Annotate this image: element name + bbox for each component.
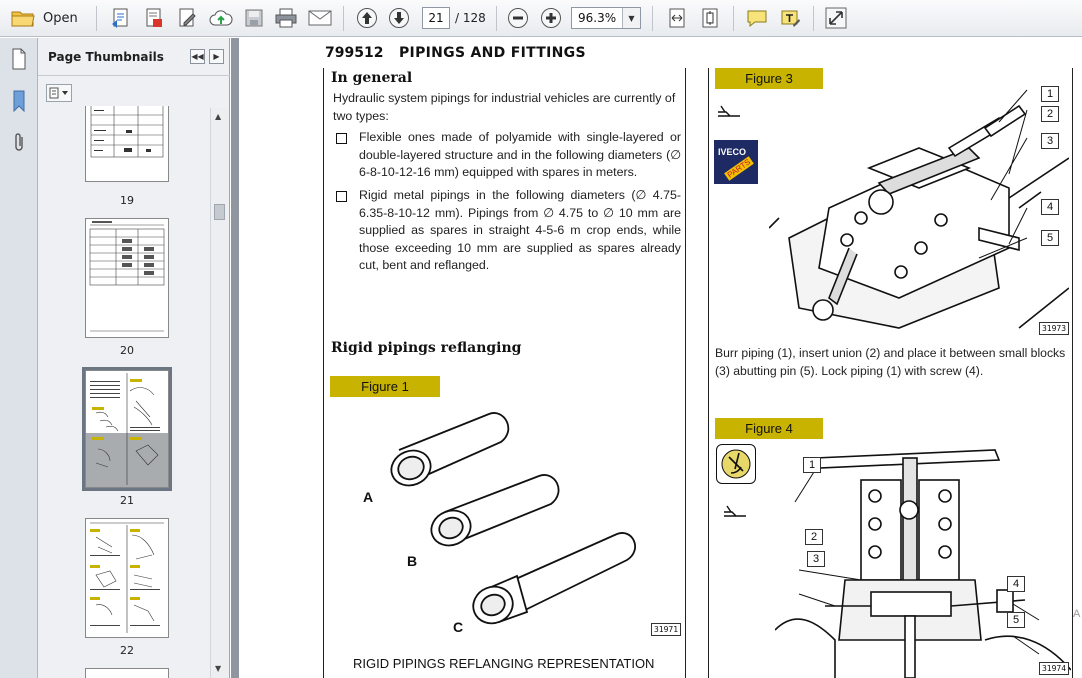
figure-3-callout-2: 2: [1041, 106, 1059, 122]
fit-width-icon[interactable]: [664, 5, 690, 31]
comment-bubble-icon[interactable]: [744, 5, 770, 31]
figure-1-label: Figure 1: [330, 376, 440, 397]
rigid-reflanging-heading: Rigid pipings reflanging: [331, 340, 522, 356]
bookmark-icon[interactable]: [6, 88, 32, 114]
highlight-text-icon[interactable]: [777, 5, 803, 31]
figure-1-caption: RIGID PIPINGS REFLANGING REPRESENTATION: [353, 656, 655, 671]
bullet-flexible-pipings: Flexible ones made of polyamide with single-layered or double-layered structure and in the following diameters (∅ 6-8-10-12-16 mm) equipped with spares in meters.: [359, 130, 681, 179]
figure-1-letter-b: B: [407, 553, 418, 569]
parts-logo-text: PARTS: [725, 157, 753, 180]
zoom-value: 96.3%: [578, 11, 617, 25]
figure-3-callout-5: 5: [1041, 230, 1059, 246]
previous-page-icon[interactable]: [354, 5, 380, 31]
figure-3-flaring-tool-drawing: [769, 88, 1069, 340]
iveco-parts-logo: [714, 140, 758, 184]
figure-1-pipe-ends-drawing: [349, 400, 649, 640]
in-general-intro: Hydraulic system pipings for industrial vehicles are currently of two types:: [333, 91, 676, 123]
open-folder-icon[interactable]: [8, 5, 38, 31]
chevron-down-icon[interactable]: ▼: [622, 8, 640, 28]
figure-3-callout-3: 3: [1041, 133, 1059, 149]
print-icon[interactable]: [273, 5, 299, 31]
thumbnail-options-button[interactable]: [46, 84, 72, 102]
zoom-select[interactable]: [571, 7, 641, 29]
figure-4-callout-1: 1: [803, 457, 821, 473]
thumbnail-page-23[interactable]: [85, 668, 169, 678]
zoom-out-icon[interactable]: [505, 5, 531, 31]
edit-pdf-icon[interactable]: [174, 5, 200, 31]
zoom-in-icon[interactable]: [538, 5, 564, 31]
thumbnails-panel-title: Page Thumbnails: [48, 50, 164, 64]
thumbnail-page-19[interactable]: [85, 106, 169, 182]
thumbnails-panel-header: [38, 38, 230, 76]
figure-4-callout-2: 2: [805, 529, 823, 545]
figure-3-description: Burr piping (1), insert union (2) and place it between small blocks (3) abutting pin (5). Lock piping (1) with screw (4).: [715, 346, 1066, 378]
page-number-input[interactable]: 21: [422, 7, 450, 29]
thumbnail-page-22[interactable]: [85, 518, 169, 638]
figure-4-callout-5: 5: [1007, 612, 1025, 628]
document-viewport[interactable]: [239, 38, 1082, 678]
scroll-up-arrow-icon[interactable]: ▲: [215, 112, 222, 121]
section-number: 799512: [325, 45, 384, 61]
thumbnail-page-22-label: 22: [120, 644, 134, 657]
thumbnails-scrollbar[interactable]: [210, 108, 228, 678]
collapse-panel-icon[interactable]: ◀◀: [190, 49, 205, 64]
bullet-rigid-pipings: Rigid metal pipings in the following diameters (∅ 4.75-6.35-8-10-12 mm). Pipings from ∅ 4.75 to ∅ 10 mm are supplied as spares in straight 4-5-6 m crop ends, while those exceeding 10 mm are supplied as spares already cut, bent and reflanged.: [359, 188, 681, 272]
figure-4-callout-4: 4: [1007, 576, 1025, 592]
figure-3-code: 31973: [1039, 322, 1069, 335]
right-column-right-line: [1072, 68, 1073, 678]
figure-3-callout-1: 1: [1041, 86, 1059, 102]
navigation-rail: [0, 38, 38, 678]
thumbnail-list: [38, 106, 210, 678]
upload-cloud-icon[interactable]: [207, 5, 235, 31]
right-column-left-line: [708, 68, 709, 678]
center-frame-line: [685, 68, 686, 678]
left-frame-line: [323, 68, 324, 678]
thumbnail-page-20[interactable]: [85, 218, 169, 338]
bullet-checkbox-icon: [336, 191, 347, 202]
section-title: PIPINGS AND FITTINGS: [399, 45, 586, 61]
in-general-heading: In general: [331, 70, 413, 86]
open-button-label[interactable]: Open: [43, 11, 78, 26]
tool-symbol-icon: [721, 500, 749, 520]
bullet-checkbox-icon: [336, 133, 347, 144]
figure-1-code: 31971: [651, 623, 681, 636]
figure-3-label: Figure 3: [715, 68, 823, 89]
fit-page-icon[interactable]: [697, 5, 723, 31]
iveco-logo-text: IVECO: [718, 147, 747, 157]
thumbnail-page-20-label: 20: [120, 344, 134, 357]
next-page-icon[interactable]: [386, 5, 412, 31]
thumbnail-page-21[interactable]: [85, 370, 169, 488]
expand-fullscreen-icon[interactable]: [823, 5, 849, 31]
tool-symbol-icon: [715, 100, 743, 120]
options-menu-icon: [47, 85, 71, 101]
scroll-down-arrow-icon[interactable]: ▼: [215, 664, 222, 673]
attachment-paperclip-icon[interactable]: [6, 130, 32, 156]
page-thumbnails-icon[interactable]: [6, 46, 32, 72]
page-total-label: / 128: [455, 11, 486, 25]
pdf-page: [239, 38, 1082, 678]
save-disk-icon[interactable]: [241, 5, 267, 31]
figure-3-callout-4: 4: [1041, 199, 1059, 215]
figure-4-callout-3: 3: [807, 551, 825, 567]
figure-4-code: 31974: [1039, 662, 1069, 675]
figure-1-letter-a: A: [363, 489, 374, 505]
panel-splitter[interactable]: [231, 38, 239, 678]
thumbnail-page-19-label: 19: [120, 194, 134, 207]
main-toolbar: [0, 0, 1082, 37]
create-pdf-icon[interactable]: [108, 5, 134, 31]
figure-4-label: Figure 4: [715, 418, 823, 439]
scrollbar-thumb[interactable]: [214, 204, 225, 220]
figure-1-letter-c: C: [453, 619, 464, 635]
email-envelope-icon[interactable]: [306, 5, 334, 31]
disassembly-tool-icon: [716, 444, 756, 484]
export-pdf-icon[interactable]: [141, 5, 167, 31]
chevron-right-icon[interactable]: ▶: [209, 49, 224, 64]
page-edge-text: A: [1073, 608, 1081, 620]
thumbnails-panel: [38, 38, 230, 678]
thumbnail-page-21-label: 21: [120, 494, 134, 507]
